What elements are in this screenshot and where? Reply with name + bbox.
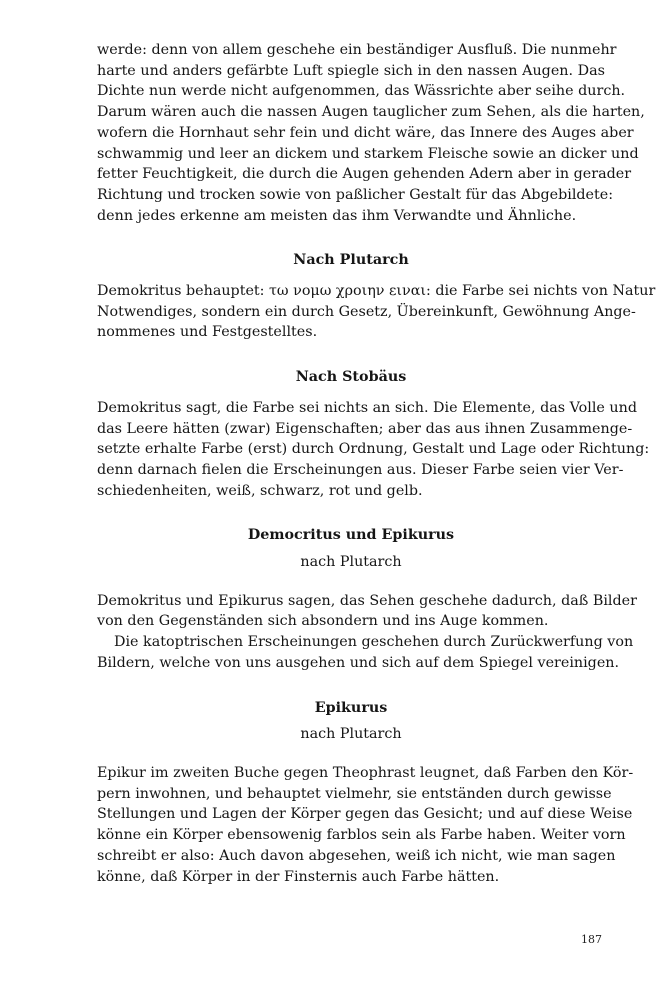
page-body <box>97 40 656 887</box>
text-line: fetter Feuchtigkeit, die durch die Augen gehenden Adern aber in gerader <box>97 166 632 183</box>
section-paragraph-epikurus <box>97 763 634 887</box>
text-line: Die katoptrischen Erscheinungen geschehen durch Zurückwerfung von <box>114 634 634 651</box>
text-line: pern inwohnen, und behauptet vielmehr, sie entständen durch gewisse <box>97 785 612 802</box>
text-line: Dichte nun werde nicht aufgenommen, das Wässrichte aber seihe durch. <box>97 83 626 100</box>
text-line: könne, daß Körper in der Finsternis auch Farbe hätten. <box>97 868 500 885</box>
page-number: 187 <box>581 933 602 946</box>
intro-paragraph <box>97 40 645 226</box>
text-line: von den Gegenständen sich absondern und ins Auge kommen. <box>97 613 549 630</box>
section-paragraph-plutarch <box>97 281 656 343</box>
text-line: nommenes und Festgestelltes. <box>97 324 318 341</box>
text-line: könne ein Körper ebensowenig farblos sein als Farbe haben. Weiter vorn <box>97 827 626 844</box>
text-line: schreibt er also: Auch davon abgesehen, weiß ich nicht, wie man sagen <box>97 847 616 864</box>
text-line: Demokritus behauptet: τω νομω χροιην ειναι: die Farbe sei nichts von Natur <box>97 283 656 300</box>
text-line: Demokritus sagt, die Farbe sei nichts an sich. Die Elemente, das Volle und <box>97 399 637 416</box>
text-line: werde: denn von allem geschehe ein beständiger Ausfluß. Die nunmehr <box>97 42 617 58</box>
section-heading-nach-plutarch: Nach Plutarch <box>293 252 409 269</box>
text-line: Epikur im zweiten Buche gegen Theophrast leugnet, daß Farben den Kör- <box>97 764 634 781</box>
section-paragraph-stobaeus <box>97 398 650 502</box>
text-line: Richtung und trocken sowie von paßlicher Gestalt für das Abgebildete: <box>97 186 614 203</box>
text-line: Darum wären auch die nassen Augen tauglicher zum Sehen, als die harten, <box>97 104 645 121</box>
text-line: Notwendiges, sondern ein durch Gesetz, Übereinkunft, Gewöhnung Ange- <box>97 303 636 320</box>
section-subheading: nach Plutarch <box>300 554 402 571</box>
section-heading-nach-stobaeus: Nach Stobäus <box>295 369 407 386</box>
text-line: denn jedes erkenne am meisten das ihm Verwandte und Ähnliche. <box>97 207 577 224</box>
text-line: das Leere hätten (zwar) Eigenschaften; aber das aus ihnen Zusammenge- <box>97 420 633 437</box>
text-line: schwammig und leer an dickem und starkem Fleische sowie an dicker und <box>97 145 639 162</box>
text-line: Bildern, welche von uns ausgehen und sich auf dem Spiegel vereinigen. <box>97 654 620 671</box>
section-heading-epikurus: Epikurus <box>314 699 388 716</box>
text-line: harte und anders gefärbte Luft spiegle sich in den nassen Augen. Das <box>97 62 605 79</box>
text-line: schiedenheiten, weiß, schwarz, rot und gelb. <box>97 482 423 499</box>
text-line: Demokritus und Epikurus sagen, das Sehen geschehe dadurch, daß Bilder <box>97 592 637 609</box>
text-line: setzte erhalte Farbe (erst) durch Ordnung, Gestalt und Lage oder Richtung: <box>97 441 650 458</box>
text-line: Stellungen und Lagen der Körper gegen das Gesicht; und auf diese Weise <box>97 806 633 823</box>
section-subheading: nach Plutarch <box>300 726 402 743</box>
section-paragraph-democritus-epikurus <box>97 591 637 674</box>
section-heading-democritus-epikurus: Democritus und Epikurus <box>247 527 455 544</box>
text-line: denn darnach fielen die Erscheinungen aus. Dieser Farbe seien vier Ver- <box>97 461 624 478</box>
text-line: wofern die Hornhaut sehr fein und dicht wäre, das Innere des Auges aber <box>97 124 634 141</box>
